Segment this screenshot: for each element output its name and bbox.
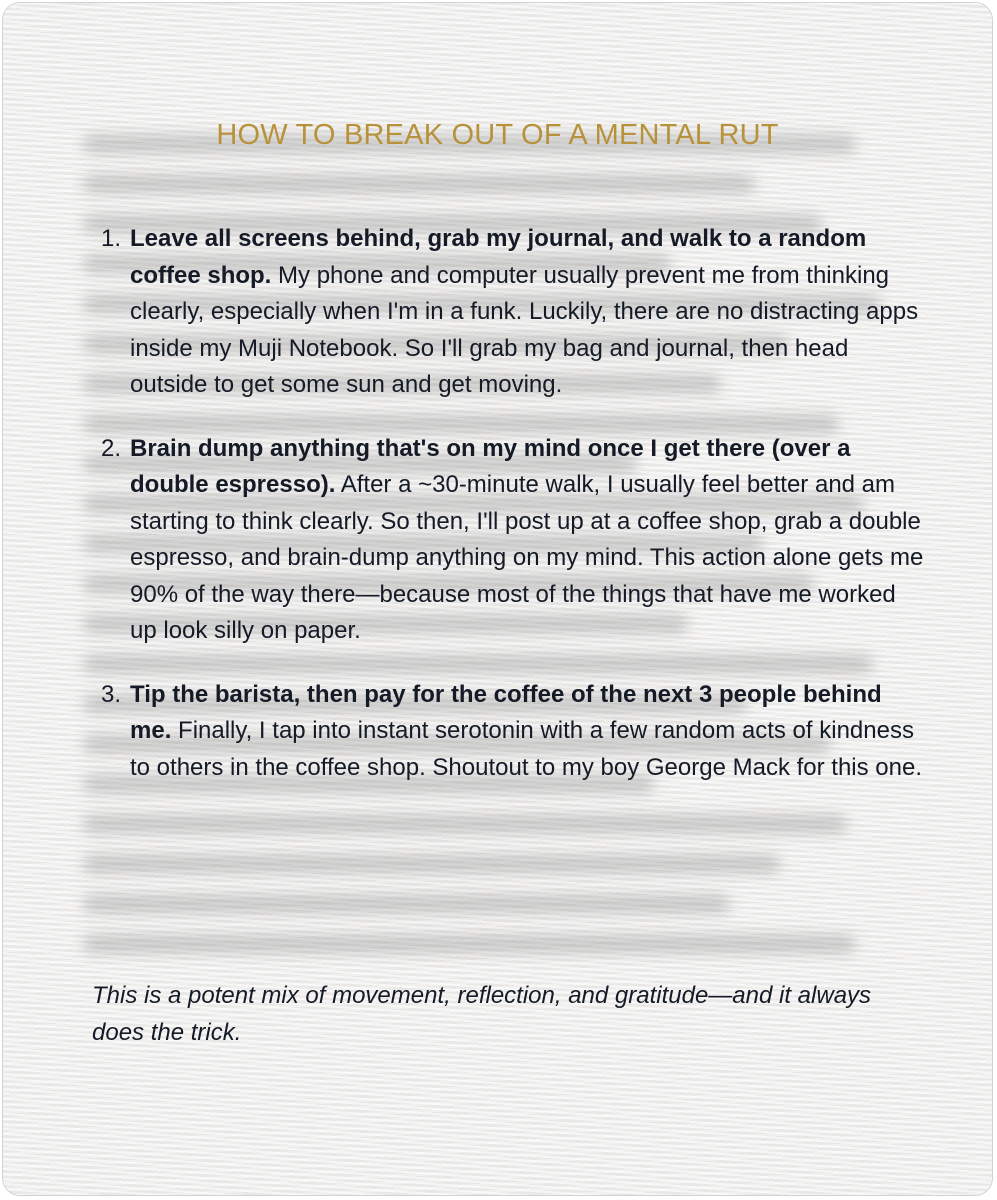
page-title: HOW TO BREAK OUT OF A MENTAL RUT [216, 119, 779, 151]
step-body: Finally, I tap into instant serotonin with a few random acts of kindness to others in the coffee shop. Shoutout to my boy George Mack for this one. [130, 717, 923, 781]
closing-remark: This is a potent mix of movement, reflection, and gratitude—and it always does the trick. [92, 982, 872, 1046]
step-body: My phone and computer usually prevent me from thinking clearly, especially when I'm in a funk. Luckily, there are no distracting apps inside my Muji Notebook. So I'll grab my bag and journal, then head outside to get some sun and get moving. [130, 261, 919, 398]
step-body: After a ~30-minute walk, I usually feel better and am starting to think clearly. So then, I'll post up at a coffee shop, grab a double espresso, and brain-dump anything on my mind. This action alone gets me 90% of the way there—because most of the things that have me worked up look silly on paper. [130, 471, 924, 644]
step-number: 3. [101, 680, 122, 708]
document-card [2, 2, 993, 1196]
list-item [95, 677, 925, 787]
step-number: 1. [101, 225, 122, 252]
steps-list [95, 221, 925, 813]
list-item [95, 221, 925, 404]
document-content [3, 3, 992, 1195]
step-heading: Tip the barista, then pay for the coffee of the next 3 people behind me. [130, 680, 882, 744]
step-heading: Brain dump anything that's on my mind once I get there (over a double espresso). [130, 434, 851, 498]
step-number: 2. [101, 434, 122, 462]
list-item [95, 431, 925, 650]
step-heading: Leave all screens behind, grab my journal, and walk to a random coffee shop. [130, 225, 867, 289]
